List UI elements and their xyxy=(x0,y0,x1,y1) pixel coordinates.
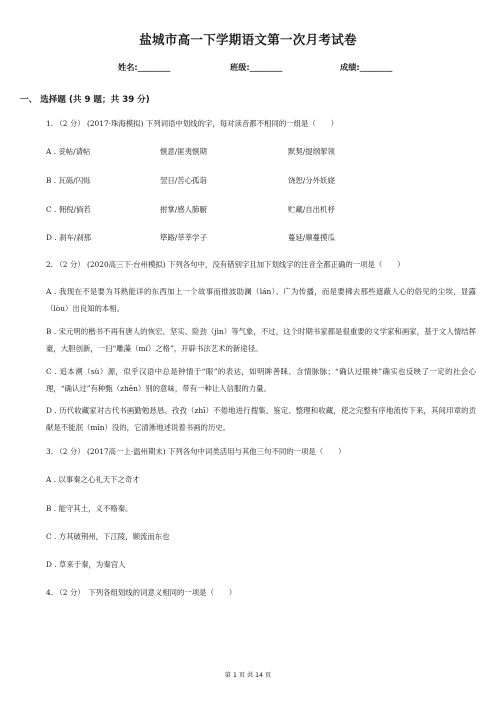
q2-option-c: C . 追本溯（sù）源，似乎汉语中总是钟情于“眼”的表达，如明眸善睐、含情脉脉；“确认过眼神”确实也反映了一定的社会心理，“确认过”有种甄（zhēn）别的意味，带有一种让人信服的力量。 xyxy=(46,367,476,393)
q1-option-b-col1: B . 瓦砾/闪烁 xyxy=(46,176,91,185)
question-3-stem: 3. （2 分） (2017高一上·温州期末) 下列各句中词类活用与其他三句不同的一项是（ ） xyxy=(46,447,346,456)
q2-option-a: A . 我现在不是要为耳熟能详的东西加上一个故事而推波助澜（lán）、广为传播，而是要拂去那些遮蔽人心的俗见的尘埃，显露（lòu）出良知的本相。 xyxy=(46,287,476,313)
q1-option-b-col2: 翌日/苦心孤诣 xyxy=(160,176,207,185)
q3-option-c: C . 方其破荆州，下江陵，顺流而东也 xyxy=(46,532,170,541)
q3-option-d: D . 草来于秦，为秦宫人 xyxy=(46,560,126,569)
question-1-stem: 1. （2 分） (2017·珠海模拟) 下列词语中划线的字，每对读音都不相同的一组是（ ） xyxy=(46,119,338,128)
page-footer: 第 1 页 共 14 页 xyxy=(224,672,272,679)
q2-option-d: D . 历代收藏家对古代书画勤勉恳恳、孜孜（zhī）不倦地进行搜集、鉴定、整理和收藏，使之完整有序地流传下来，其间印章的贡献是不能泯（mǐn）没的，它清淅地述说着书画的历史。 xyxy=(46,406,476,432)
name-field: 姓名:________ xyxy=(118,62,171,72)
q1-option-a-col3: 默契/提纲挈领 xyxy=(288,147,335,156)
q1-option-c-col2: 拊掌/感人肺腑 xyxy=(160,205,207,214)
score-field: 成绩:________ xyxy=(340,62,393,72)
q1-option-a-col2: 惬意/匪夷惬期 xyxy=(160,147,207,156)
question-4-stem: 4. （2 分） 下列各组划线的词意义相同的一项是（ ） xyxy=(46,588,237,597)
q3-option-a: A . 以事秦之心礼天下之奇才 xyxy=(46,475,140,484)
q1-option-d-col3: 蔓延/顺蔓摸瓜 xyxy=(288,233,335,242)
q1-option-c-col3: 贮藏/自出机杼 xyxy=(288,205,335,214)
q1-option-d-col1: D . 刹车/刹那 xyxy=(46,233,92,242)
q1-option-b-col3: 饶恕/分外妖娆 xyxy=(288,176,335,185)
class-field: 班级:________ xyxy=(230,62,283,72)
question-2-stem: 2. （2 分） (2020高三下·台州模拟) 下列各句中，没有错别字且加下划线字的注音全都正确的一项是（ ） xyxy=(46,260,405,269)
page-title: 盐城市高一下学期语文第一次月考试卷 xyxy=(139,32,357,47)
q3-option-b: B . 能守其土，义不赂秦。 xyxy=(46,504,133,513)
q2-option-b: B . 宋元明的楷书不再有唐人的恢宏、坚实、险劲（jìn）等气象，不过，这个时期书家都是很重要的文学家和画家，基于文人情结挥豪，大胆创新，一扫“雕藻（mí）之格”，开辟书法艺术的新途径。 xyxy=(46,327,476,353)
q1-option-d-col2: 筚路/莘莘学子 xyxy=(160,233,207,242)
section-title: 一、 选择题 (共 9 题；共 39 分) xyxy=(20,95,150,105)
q1-option-c-col1: C . 佣倪/倘若 xyxy=(46,205,91,214)
q1-option-a-col1: A . 妥帖/请帖 xyxy=(46,147,91,156)
